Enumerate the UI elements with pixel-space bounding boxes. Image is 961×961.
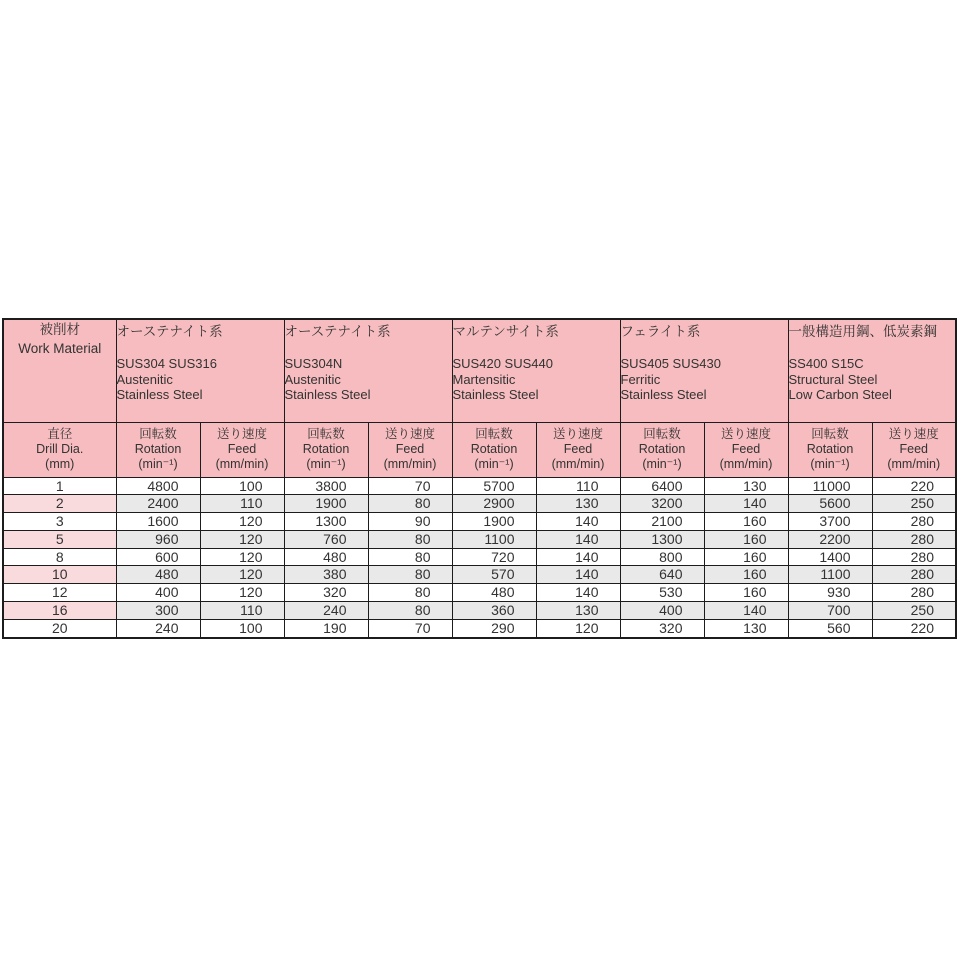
feed-header xyxy=(200,422,284,477)
rotation-header-jp: 回転数 xyxy=(643,427,681,441)
feed-value-cell: 250 xyxy=(872,602,956,620)
feed-value-cell: 140 xyxy=(536,548,620,566)
rotation-value-cell: 1600 xyxy=(116,513,200,531)
feed-value-cell: 130 xyxy=(536,602,620,620)
rotation-value-cell: 1300 xyxy=(620,530,704,548)
rotation-value-cell: 4800 xyxy=(116,477,200,495)
rotation-value-cell: 1100 xyxy=(788,566,872,584)
material-type-en: Structural Steel xyxy=(788,371,878,387)
rotation-value-cell: 2400 xyxy=(116,495,200,513)
rotation-header-jp: 回転数 xyxy=(811,427,849,441)
rotation-value-cell: 240 xyxy=(116,619,200,637)
material-header-ferritic xyxy=(620,319,788,422)
feed-value-cell: 280 xyxy=(872,513,956,531)
feed-value-cell: 130 xyxy=(536,495,620,513)
feed-header-en: Feed xyxy=(899,442,928,456)
rotation-value-cell: 5600 xyxy=(788,495,872,513)
feed-value-cell: 140 xyxy=(536,566,620,584)
material-type-jp: 一般構造用鋼、低炭素鋼 xyxy=(788,324,937,339)
drill-dia-cell: 1 xyxy=(3,477,116,495)
feed-value-cell: 120 xyxy=(200,548,284,566)
rotation-header-unit: (min⁻¹) xyxy=(810,457,850,471)
rotation-header-en: Rotation xyxy=(134,442,182,456)
rotation-header-jp: 回転数 xyxy=(307,427,345,441)
feed-value-cell: 120 xyxy=(536,619,620,637)
rotation-value-cell: 1100 xyxy=(452,530,536,548)
table-row xyxy=(3,495,956,513)
rotation-header-unit: (min⁻¹) xyxy=(642,457,682,471)
rotation-value-cell: 11000 xyxy=(788,477,872,495)
table-row xyxy=(3,619,956,637)
rotation-header-unit: (min⁻¹) xyxy=(306,457,346,471)
feed-value-cell: 220 xyxy=(872,619,956,637)
feed-header-en: Feed xyxy=(395,442,425,456)
drill-dia-cell: 10 xyxy=(3,566,116,584)
rotation-header xyxy=(620,422,704,477)
material-type-jp: オーステナイト系 xyxy=(116,324,223,339)
rotation-header-en: Rotation xyxy=(806,442,854,456)
rotation-header xyxy=(284,422,368,477)
drill-dia-cell: 5 xyxy=(3,530,116,548)
feed-value-cell: 80 xyxy=(368,530,452,548)
rotation-header xyxy=(452,422,536,477)
material-type-jp: マルテンサイト系 xyxy=(452,324,559,339)
feed-header-unit: (mm/min) xyxy=(215,457,269,471)
feed-value-cell: 80 xyxy=(368,495,452,513)
feed-header-en: Feed xyxy=(227,442,257,456)
rotation-value-cell: 560 xyxy=(788,619,872,637)
rotation-value-cell: 320 xyxy=(620,619,704,637)
table-row xyxy=(3,530,956,548)
feed-value-cell: 110 xyxy=(536,477,620,495)
material-type-en: Martensitic xyxy=(452,371,516,387)
feed-value-cell: 140 xyxy=(536,530,620,548)
feed-header-jp: 送り速度 xyxy=(888,427,939,441)
rotation-value-cell: 760 xyxy=(284,530,368,548)
feed-value-cell: 280 xyxy=(872,566,956,584)
feed-value-cell: 140 xyxy=(536,513,620,531)
feed-value-cell: 70 xyxy=(368,619,452,637)
drill-dia-unit: (mm) xyxy=(45,457,75,471)
drilling-conditions-table-wrap xyxy=(2,318,957,639)
table-row xyxy=(3,566,956,584)
feed-value-cell: 140 xyxy=(704,602,788,620)
rotation-value-cell: 3200 xyxy=(620,495,704,513)
material-type-jp: オーステナイト系 xyxy=(284,324,391,339)
drill-dia-header xyxy=(3,422,116,477)
rotation-header-en: Rotation xyxy=(302,442,350,456)
feed-value-cell: 250 xyxy=(872,495,956,513)
feed-value-cell: 110 xyxy=(200,602,284,620)
table-row xyxy=(3,548,956,566)
feed-value-cell: 130 xyxy=(704,477,788,495)
material-header-structural-steel xyxy=(788,319,956,422)
feed-header-en: Feed xyxy=(731,442,761,456)
feed-value-cell: 160 xyxy=(704,548,788,566)
feed-value-cell: 120 xyxy=(200,530,284,548)
rotation-value-cell: 1300 xyxy=(284,513,368,531)
material-type-en2: Stainless Steel xyxy=(452,387,539,402)
material-grades: SUS420 SUS440 xyxy=(452,356,553,371)
rotation-value-cell: 3700 xyxy=(788,513,872,531)
material-type-en: Austenitic xyxy=(116,371,173,387)
rotation-value-cell: 530 xyxy=(620,584,704,602)
material-grades: SUS304N xyxy=(284,356,343,371)
feed-value-cell: 160 xyxy=(704,566,788,584)
feed-value-cell: 120 xyxy=(200,566,284,584)
feed-header-jp: 送り速度 xyxy=(720,427,771,441)
drill-dia-jp: 直径 xyxy=(47,427,73,441)
material-type-en2: Stainless Steel xyxy=(620,387,707,402)
feed-value-cell: 280 xyxy=(872,530,956,548)
feed-header-unit: (mm/min) xyxy=(719,457,773,471)
rotation-value-cell: 480 xyxy=(452,584,536,602)
drill-dia-cell: 8 xyxy=(3,548,116,566)
rotation-value-cell: 2200 xyxy=(788,530,872,548)
material-type-en2: Stainless Steel xyxy=(284,387,371,402)
rotation-value-cell: 960 xyxy=(116,530,200,548)
rotation-value-cell: 700 xyxy=(788,602,872,620)
feed-value-cell: 160 xyxy=(704,584,788,602)
material-type-en: Ferritic xyxy=(620,371,661,387)
material-header-austenitic-sus304 xyxy=(116,319,284,422)
material-header-martensitic xyxy=(452,319,620,422)
rotation-value-cell: 1900 xyxy=(284,495,368,513)
feed-value-cell: 120 xyxy=(200,584,284,602)
table-row xyxy=(3,477,956,495)
table-body xyxy=(3,477,956,638)
work-material-jp: 被削材 xyxy=(39,322,80,337)
feed-value-cell: 80 xyxy=(368,584,452,602)
feed-value-cell: 280 xyxy=(872,548,956,566)
material-type-en2: Stainless Steel xyxy=(116,387,203,402)
work-material-header xyxy=(3,319,116,422)
rotation-header-en: Rotation xyxy=(470,442,518,456)
feed-header-jp: 送り速度 xyxy=(216,427,267,441)
feed-value-cell: 130 xyxy=(704,619,788,637)
feed-header xyxy=(704,422,788,477)
feed-value-cell: 80 xyxy=(368,602,452,620)
rotation-value-cell: 400 xyxy=(620,602,704,620)
material-grades: SUS405 SUS430 xyxy=(620,356,721,371)
feed-header xyxy=(368,422,452,477)
feed-value-cell: 280 xyxy=(872,584,956,602)
feed-value-cell: 220 xyxy=(872,477,956,495)
feed-value-cell: 80 xyxy=(368,548,452,566)
table-row xyxy=(3,602,956,620)
feed-value-cell: 120 xyxy=(200,513,284,531)
feed-header-jp: 送り速度 xyxy=(552,427,603,441)
material-header-austenitic-sus304n xyxy=(284,319,452,422)
rotation-value-cell: 3800 xyxy=(284,477,368,495)
feed-header xyxy=(536,422,620,477)
material-type-en2: Low Carbon Steel xyxy=(788,387,892,402)
rotation-header-en: Rotation xyxy=(638,442,686,456)
rotation-value-cell: 5700 xyxy=(452,477,536,495)
rotation-value-cell: 930 xyxy=(788,584,872,602)
feed-value-cell: 90 xyxy=(368,513,452,531)
feed-value-cell: 140 xyxy=(704,495,788,513)
feed-value-cell: 80 xyxy=(368,566,452,584)
rotation-value-cell: 800 xyxy=(620,548,704,566)
material-type-jp: フェライト系 xyxy=(620,324,701,339)
rotation-value-cell: 2900 xyxy=(452,495,536,513)
feed-header xyxy=(872,422,956,477)
rotation-value-cell: 190 xyxy=(284,619,368,637)
feed-value-cell: 110 xyxy=(200,495,284,513)
drill-dia-cell: 20 xyxy=(3,619,116,637)
rotation-value-cell: 320 xyxy=(284,584,368,602)
rotation-value-cell: 600 xyxy=(116,548,200,566)
rotation-value-cell: 480 xyxy=(284,548,368,566)
feed-header-en: Feed xyxy=(563,442,593,456)
rotation-value-cell: 480 xyxy=(116,566,200,584)
material-type-en: Austenitic xyxy=(284,371,341,387)
rotation-header-unit: (min⁻¹) xyxy=(138,457,178,471)
drill-dia-cell: 2 xyxy=(3,495,116,513)
feed-header-unit: (mm/min) xyxy=(383,457,437,471)
rotation-value-cell: 300 xyxy=(116,602,200,620)
rotation-value-cell: 380 xyxy=(284,566,368,584)
rotation-value-cell: 570 xyxy=(452,566,536,584)
sub-header-row xyxy=(3,422,956,477)
feed-value-cell: 70 xyxy=(368,477,452,495)
rotation-header-jp: 回転数 xyxy=(475,427,513,441)
feed-value-cell: 100 xyxy=(200,619,284,637)
material-grades: SUS304 SUS316 xyxy=(116,356,217,371)
feed-header-unit: (mm/min) xyxy=(551,457,605,471)
feed-value-cell: 140 xyxy=(536,584,620,602)
rotation-value-cell: 1400 xyxy=(788,548,872,566)
rotation-value-cell: 290 xyxy=(452,619,536,637)
work-material-en: Work Material xyxy=(18,341,102,356)
drilling-conditions-table xyxy=(2,318,957,639)
rotation-value-cell: 400 xyxy=(116,584,200,602)
feed-value-cell: 160 xyxy=(704,513,788,531)
rotation-value-cell: 720 xyxy=(452,548,536,566)
feed-header-unit: (mm/min) xyxy=(887,457,941,471)
rotation-header xyxy=(116,422,200,477)
drill-dia-cell: 3 xyxy=(3,513,116,531)
feed-header-jp: 送り速度 xyxy=(384,427,435,441)
rotation-header-unit: (min⁻¹) xyxy=(474,457,514,471)
material-header-row xyxy=(3,319,956,422)
rotation-value-cell: 6400 xyxy=(620,477,704,495)
rotation-value-cell: 240 xyxy=(284,602,368,620)
table-row xyxy=(3,513,956,531)
material-grades: SS400 S15C xyxy=(788,356,864,371)
rotation-header xyxy=(788,422,872,477)
rotation-header-jp: 回転数 xyxy=(139,427,177,441)
rotation-value-cell: 1900 xyxy=(452,513,536,531)
rotation-value-cell: 2100 xyxy=(620,513,704,531)
drill-dia-en: Drill Dia. xyxy=(36,442,84,456)
table-row xyxy=(3,584,956,602)
rotation-value-cell: 640 xyxy=(620,566,704,584)
feed-value-cell: 100 xyxy=(200,477,284,495)
feed-value-cell: 160 xyxy=(704,530,788,548)
drill-dia-cell: 12 xyxy=(3,584,116,602)
rotation-value-cell: 360 xyxy=(452,602,536,620)
drill-dia-cell: 16 xyxy=(3,602,116,620)
